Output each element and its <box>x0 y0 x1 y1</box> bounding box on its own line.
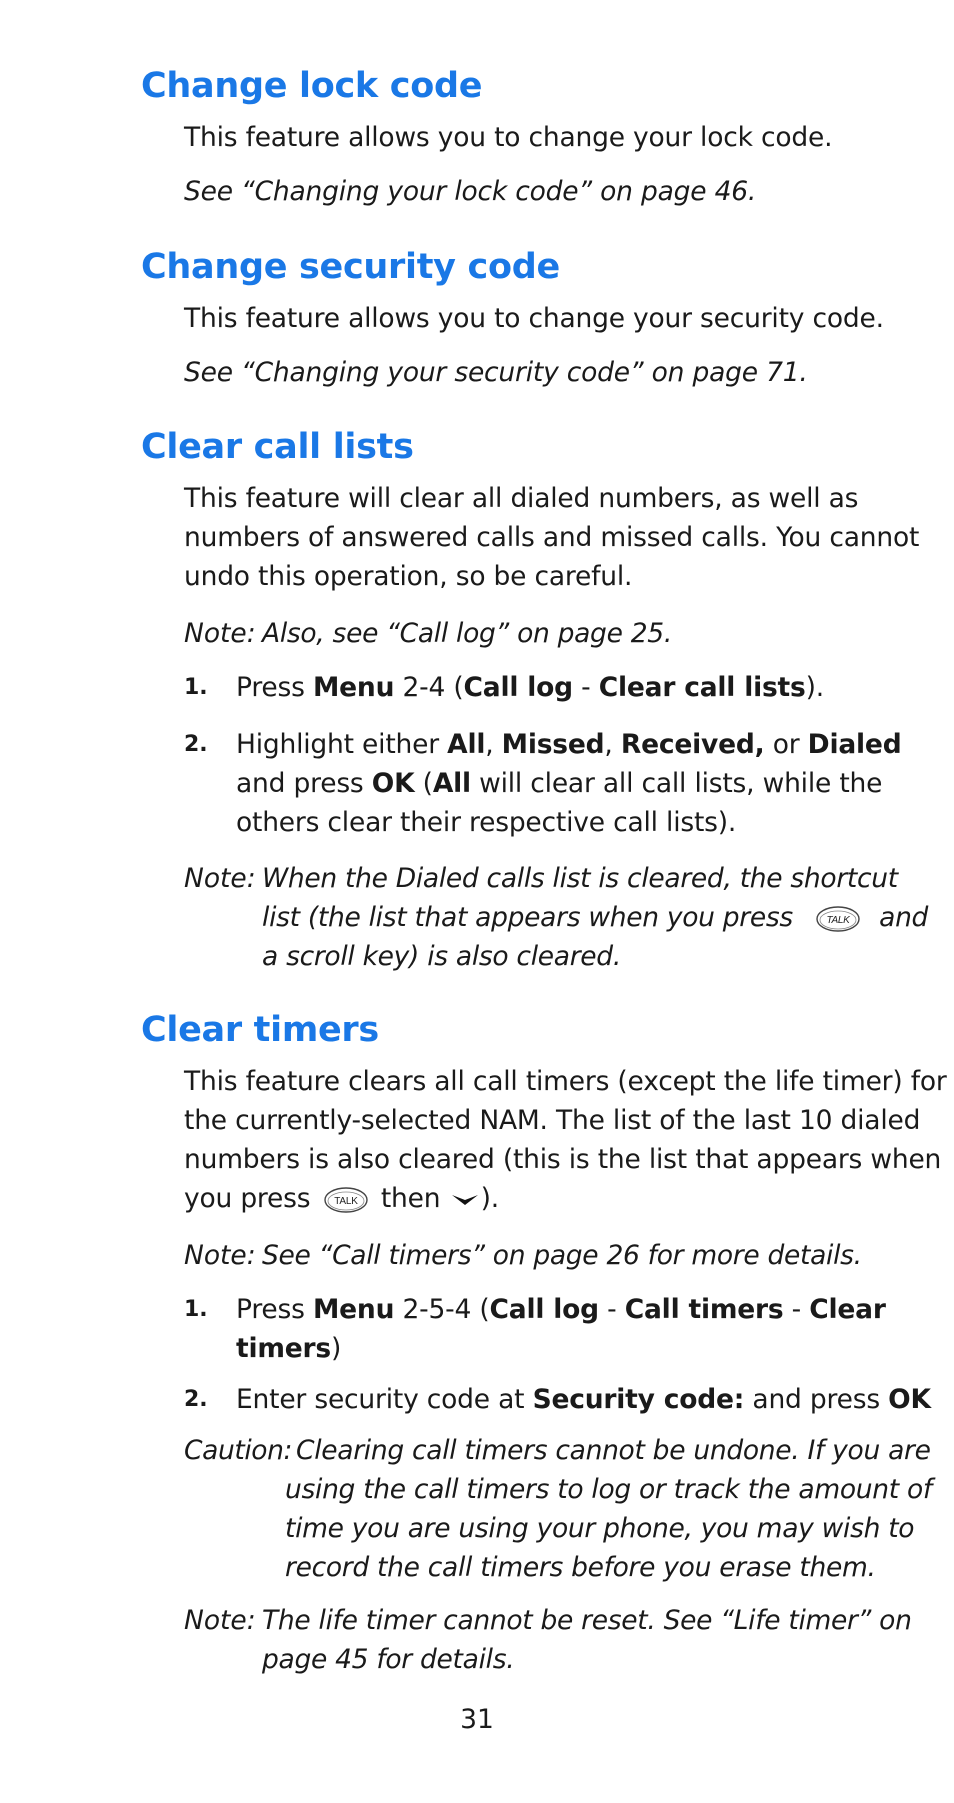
svg-text:TALK: TALK <box>333 1195 358 1207</box>
step-text: - <box>783 1294 810 1325</box>
step-text: Highlight either <box>236 729 448 760</box>
clear-timers-description-line1: This feature clears all call timers (except the life timer) for <box>184 1066 947 1097</box>
note-text: list (the list that appears when you press <box>262 902 793 933</box>
note-text-line1: The life timer cannot be reset. See “Life timer” on <box>262 1605 912 1636</box>
description-text: you press <box>184 1183 311 1214</box>
talk-key-icon <box>815 905 861 933</box>
step-text: ( <box>414 768 433 799</box>
heading-clear-timers: Clear timers <box>141 1010 379 1050</box>
description-text: ). <box>480 1183 499 1214</box>
security-code-reference: See “Changing your security code” on page 71. <box>184 357 808 388</box>
step-text: ). <box>805 672 824 703</box>
step-clear-call-lists-2-line1 <box>236 725 901 765</box>
menu-path-clear: Clear <box>809 1294 886 1325</box>
caution-text-line1: Clearing call timers cannot be undone. If you are <box>296 1435 931 1466</box>
note-text-line1: When the Dialed calls list is cleared, the shortcut <box>262 863 898 894</box>
step-clear-call-lists-2-line3: others clear their respective call lists). <box>236 807 737 838</box>
clear-call-lists-description-line3: undo this operation, so be careful. <box>184 561 633 592</box>
step-clear-timers-2 <box>236 1380 931 1420</box>
lock-code-description: This feature allows you to change your lock code. <box>184 122 833 153</box>
step-number: 2. <box>184 1387 208 1412</box>
step-text: 2-4 ( <box>394 672 464 703</box>
note-label: Note: <box>184 618 256 649</box>
step-clear-call-lists-2-line2 <box>236 764 882 804</box>
security-code-prompt: Security code: <box>532 1384 745 1415</box>
menu-path-clear-call-lists: Clear call lists <box>598 672 806 703</box>
step-text: Enter security code at <box>236 1384 533 1415</box>
note-text-line3: a scroll key) is also cleared. <box>262 941 621 972</box>
step-text: , <box>485 729 502 760</box>
caution-text-line3: time you are using your phone, you may wish to <box>285 1513 915 1544</box>
caution-label: Caution: <box>184 1435 293 1466</box>
heading-change-security-code: Change security code <box>141 247 560 287</box>
note-text: and <box>879 902 929 933</box>
option-missed: Missed <box>501 729 605 760</box>
ok-key-label: OK <box>371 768 415 799</box>
step-text: - <box>598 1294 625 1325</box>
clear-timers-description-line4 <box>184 1179 499 1219</box>
step-clear-timers-1-line2 <box>236 1329 341 1369</box>
menu-path-call-log: Call log <box>489 1294 599 1325</box>
clear-call-lists-description-line2: numbers of answered calls and missed calls. You cannot <box>184 522 920 553</box>
caution-text-line4: record the call timers before you erase them. <box>285 1552 876 1583</box>
step-number: 1. <box>184 675 208 700</box>
option-all: All <box>432 768 471 799</box>
step-text: and press <box>744 1384 889 1415</box>
caution-text-line2: using the call timers to log or track the amount of <box>285 1474 932 1505</box>
note-label: Note: <box>184 863 256 894</box>
menu-key-label: Menu <box>312 672 395 703</box>
option-received: Received, <box>620 729 765 760</box>
chevron-down-icon <box>449 1190 481 1210</box>
note-text-line2 <box>262 898 928 938</box>
step-text: ) <box>330 1333 342 1364</box>
step-clear-call-lists-1 <box>236 668 824 708</box>
step-text: or <box>764 729 808 760</box>
step-text: - <box>572 672 599 703</box>
menu-path-call-log: Call log <box>463 672 573 703</box>
step-text: 2-5-4 ( <box>394 1294 490 1325</box>
page-number: 31 <box>460 1704 494 1735</box>
step-text: , <box>604 729 621 760</box>
clear-timers-description-line2: the currently-selected NAM. The list of the last 10 dialed <box>184 1105 921 1136</box>
note-label: Note: <box>184 1605 256 1636</box>
menu-path-call-timers: Call timers <box>624 1294 784 1325</box>
option-all: All <box>447 729 486 760</box>
ok-key-label: OK <box>888 1384 931 1415</box>
step-text: will clear all call lists, while the <box>470 768 883 799</box>
lock-code-reference: See “Changing your lock code” on page 46. <box>184 176 757 207</box>
menu-path-timers: timers <box>236 1333 331 1364</box>
step-clear-timers-1-line1 <box>236 1290 886 1330</box>
security-code-description: This feature allows you to change your security code. <box>184 303 884 334</box>
step-number: 1. <box>184 1297 208 1322</box>
note-text: Also, see “Call log” on page 25. <box>262 618 672 649</box>
clear-call-lists-description-line1: This feature will clear all dialed numbers, as well as <box>184 483 859 514</box>
menu-key-label: Menu <box>312 1294 395 1325</box>
note-label: Note: <box>184 1240 256 1271</box>
clear-timers-description-line3: numbers is also cleared (this is the list that appears when <box>184 1144 942 1175</box>
step-text: Press <box>236 672 313 703</box>
talk-key-icon <box>323 1186 369 1214</box>
note-text: See “Call timers” on page 26 for more details. <box>262 1240 862 1271</box>
step-number: 2. <box>184 732 208 757</box>
heading-change-lock-code: Change lock code <box>141 66 483 106</box>
svg-text:TALK: TALK <box>826 914 850 926</box>
heading-clear-call-lists: Clear call lists <box>141 427 414 467</box>
note-text-line2: page 45 for details. <box>262 1644 515 1675</box>
description-text: then <box>380 1183 441 1214</box>
option-dialed: Dialed <box>807 729 902 760</box>
step-text: and press <box>236 768 372 799</box>
step-text: Press <box>236 1294 313 1325</box>
